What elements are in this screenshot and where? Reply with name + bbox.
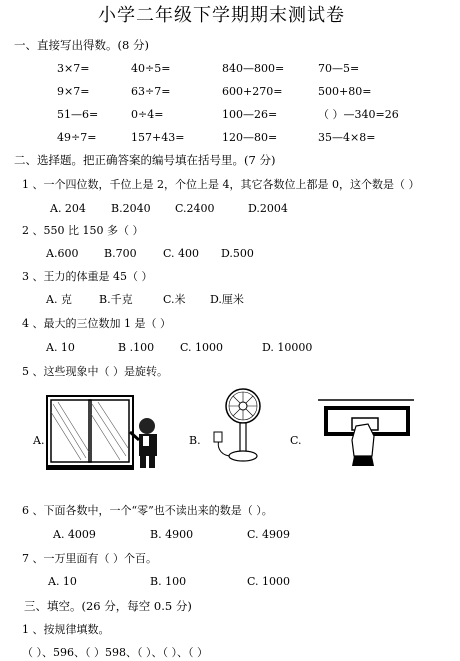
calc-item: 3×7= bbox=[57, 62, 90, 75]
option: C. 1000 bbox=[247, 575, 291, 588]
option: B.千克 bbox=[99, 293, 133, 306]
option: C.米 bbox=[163, 293, 186, 306]
calc-item: （ ）—340=26 bbox=[318, 108, 399, 121]
pulling-drawer-picture bbox=[318, 396, 414, 468]
calc-item: 51—6= bbox=[57, 108, 99, 121]
option: A. 克 bbox=[46, 293, 72, 306]
option: A. 204 bbox=[50, 202, 86, 215]
electric-fan-picture bbox=[205, 384, 265, 466]
option: D.500 bbox=[221, 247, 254, 260]
calc-item: 9×7= bbox=[57, 85, 90, 98]
option: D.2004 bbox=[248, 202, 288, 215]
sliding-window-picture bbox=[46, 392, 166, 472]
calc-item: 100—26= bbox=[222, 108, 278, 121]
question-stem: 4 、最大的三位数加 1 是（ ） bbox=[22, 317, 171, 330]
option: A. 10 bbox=[48, 575, 77, 588]
question-stem: 5 、这些现象中（ ）是旋转。 bbox=[22, 365, 168, 378]
question-stem: 1 、按规律填数。 bbox=[22, 623, 110, 636]
calc-item: 63÷7= bbox=[131, 85, 171, 98]
calc-item: 40÷5= bbox=[131, 62, 171, 75]
option: A.600 bbox=[46, 247, 79, 260]
question-stem: 1 、一个四位数，千位上是 2，个位上是 4，其它各数位上都是 0，这个数是（ ） bbox=[22, 178, 420, 191]
option: D. 10000 bbox=[262, 341, 313, 354]
calc-item: 0÷4= bbox=[131, 108, 164, 121]
question-stem: 2 、550 比 150 多（ ） bbox=[22, 224, 144, 237]
calc-item: 500+80= bbox=[318, 85, 372, 98]
question-stem: 7 、一万里面有（ ）个百。 bbox=[22, 552, 157, 565]
section-1-heading: 一、直接写出得数。(8 分) bbox=[14, 38, 149, 52]
calc-item: 70—5= bbox=[318, 62, 360, 75]
option: C. 400 bbox=[163, 247, 200, 260]
question-stem: 6 、下面各数中，一个“零”也不读出来的数是（ ）。 bbox=[22, 504, 273, 517]
option-label: B. bbox=[189, 434, 201, 447]
option: D.厘米 bbox=[210, 293, 244, 306]
calc-item: 157+43= bbox=[131, 131, 185, 144]
option-label: C. bbox=[290, 434, 302, 447]
question-stem: 3 、王力的体重是 45（ ） bbox=[22, 270, 153, 283]
option: A. 4009 bbox=[53, 528, 96, 541]
option: C. 1000 bbox=[180, 341, 224, 354]
option: B.2040 bbox=[111, 202, 151, 215]
calc-item: 840—800= bbox=[222, 62, 285, 75]
calc-item: 600+270= bbox=[222, 85, 283, 98]
option: C.2400 bbox=[175, 202, 215, 215]
calc-item: 120—80= bbox=[222, 131, 278, 144]
section-3-heading: 三、填空。(26 分，每空 0.5 分) bbox=[24, 599, 192, 613]
option: A. 10 bbox=[46, 341, 75, 354]
calc-item: 49÷7= bbox=[57, 131, 97, 144]
section-2-heading: 二、选择题。把正确答案的编号填在括号里。(7 分) bbox=[14, 153, 276, 167]
fill-in-sequence: （ ）、596、（ ）598、（ ）、（ ）、（ ） bbox=[22, 646, 208, 659]
option-label: A. bbox=[33, 434, 45, 447]
calc-item: 35—4×8= bbox=[318, 131, 376, 144]
option: B. 4900 bbox=[150, 528, 194, 541]
option: B. 100 bbox=[150, 575, 187, 588]
option: C. 4909 bbox=[247, 528, 291, 541]
page-title: 小学二年级下学期期末测试卷 bbox=[98, 5, 345, 26]
option: B .100 bbox=[118, 341, 155, 354]
option: B.700 bbox=[104, 247, 137, 260]
